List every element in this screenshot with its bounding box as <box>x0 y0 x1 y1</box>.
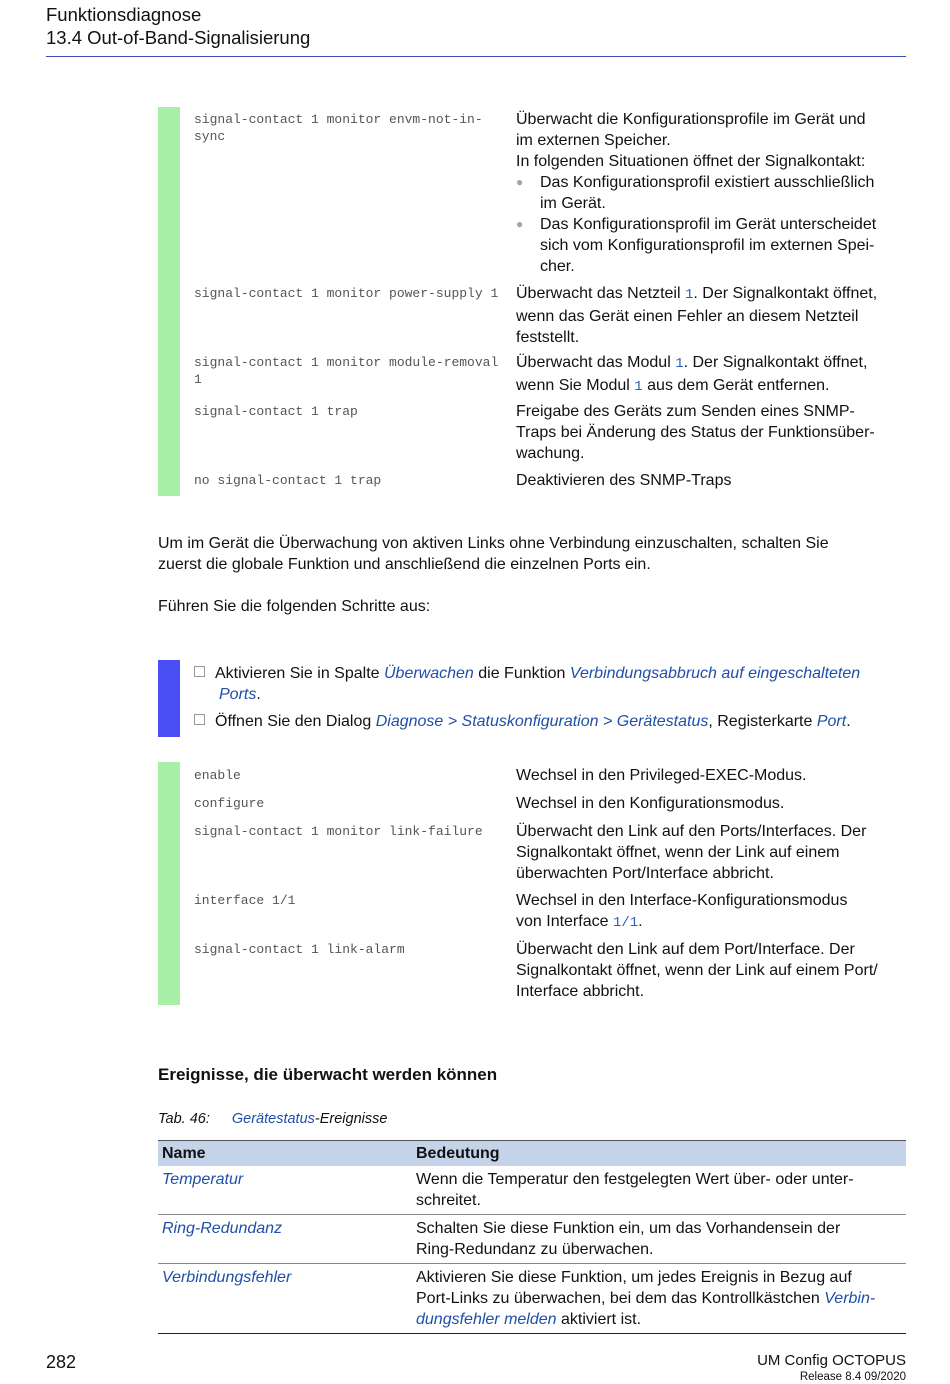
description-link-alarm: Überwacht den Link auf dem Port/Interface. Der Signalkontakt öffnet, wenn der Link auf einem Port/ Interface abbricht. <box>516 941 878 1000</box>
row-meaning: Schalten Sie diese Funktion ein, um das Vorhandensein der Ring-Redundanz zu überwachen. <box>412 1215 906 1264</box>
intro-paragraph: Um im Gerät die Überwachung von aktiven Links ohne Verbindung einzuschalten, schalten Sie zuerst die globale Funktion und anschließend die einzelnen Ports ein. <box>158 535 829 573</box>
command-link-alarm: signal-contact 1 link-alarm <box>194 942 405 957</box>
table-row <box>158 1215 906 1264</box>
verbindungsfehler-melden-link-cont[interactable]: dungsfehler melden <box>416 1311 557 1328</box>
bullet-icon: ● <box>516 175 524 189</box>
verbindungsfehler-link[interactable]: Verbindungsfehler <box>162 1269 292 1286</box>
table-caption: Tab. 46: Gerätestatus-Ereignisse <box>158 1111 388 1127</box>
ueberwachen-link[interactable]: Überwachen <box>383 665 474 682</box>
column-header-name: Name <box>158 1141 412 1167</box>
dialog-path-link[interactable]: Diagnose > Statuskonfiguration > Gerätestatus <box>375 713 709 730</box>
steps-block-marker <box>158 660 180 737</box>
step-checkbox[interactable] <box>194 714 205 725</box>
description-envm: Überwacht die Konfigurationsprofile im Gerät und im externen Speicher. In folgenden Situationen öffnet der Signalkontakt: ● Das Konfigurationsprofil existiert ausschließlich im Gerät. ● Das Konfigurationsprofil im Gerät unterscheidet sich vom Konfigurationsprofil im externen Spei- cher. <box>516 109 906 277</box>
events-table <box>158 1140 906 1334</box>
row-meaning: Aktivieren Sie diese Funktion, um jedes Ereignis in Bezug auf Port-Links zu überwachen, bei dem das Kontrollkästchen Verbin- dungsfehler melden aktiviert ist. <box>412 1264 906 1334</box>
ports-link[interactable]: Ports <box>219 686 257 703</box>
command-no-trap: no signal-contact 1 trap <box>194 473 382 488</box>
command-enable: enable <box>194 768 241 783</box>
description-power-supply: Überwacht das Netzteil 1. Der Signalkontakt öffnet, wenn das Gerät einen Fehler an diesem Netzteil feststellt. <box>516 285 878 346</box>
header-divider <box>46 56 906 57</box>
step-2: Öffnen Sie den Dialog Diagnose > Statuskonfiguration > Gerätestatus, Registerkarte Port. <box>194 711 906 732</box>
description-trap: Freigabe des Geräts zum Senden eines SNMP- Traps bei Änderung des Status der Funktionsüber- wachung. <box>516 403 875 462</box>
description-no-trap: Deaktivieren des SNMP-Traps <box>516 472 732 489</box>
page-number: 282 <box>46 1352 77 1372</box>
command-block-marker <box>158 107 180 496</box>
temperatur-link[interactable]: Temperatur <box>162 1171 244 1188</box>
command-link-failure: signal-contact 1 monitor link-failure <box>194 824 483 839</box>
command-configure: configure <box>194 796 265 811</box>
column-header-meaning: Bedeutung <box>412 1141 906 1167</box>
geraetestatus-link[interactable]: Gerätestatus <box>231 1111 315 1127</box>
step-checkbox[interactable] <box>194 666 205 677</box>
command-trap: signal-contact 1 trap <box>194 404 358 419</box>
description-module-removal: Überwacht das Modul 1. Der Signalkontakt öffnet, wenn Sie Modul 1 aus dem Gerät entfernen. <box>516 354 868 395</box>
section-heading: Ereignisse, die überwacht werden können <box>158 1065 498 1084</box>
command-interface: interface 1/1 <box>194 893 296 908</box>
description-configure: Wechsel in den Konfigurationsmodus. <box>516 795 785 812</box>
instruction-paragraph: Führen Sie die folgenden Schritte aus: <box>158 598 431 615</box>
list-item: ● Das Konfigurationsprofil existiert ausschließlich im Gerät. <box>516 174 875 212</box>
list-item: ● Das Konfigurationsprofil im Gerät unterscheidet sich vom Konfigurationsprofil im externen Spei- cher. <box>516 216 877 275</box>
description-interface: Wechsel in den Interface-Konfigurationsmodus von Interface 1/1. <box>516 892 848 931</box>
port-tab-link[interactable]: Port <box>816 713 847 730</box>
command-power-supply: signal-contact 1 monitor power-supply 1 <box>194 286 499 301</box>
step-1: Aktivieren Sie in Spalte Überwachen die Funktion Verbindungsabbruch auf eingeschalteten Ports. <box>194 663 906 705</box>
row-meaning: Wenn die Temperatur den festgelegten Wert über- oder unter- schreitet. <box>412 1166 906 1215</box>
table-header-row <box>158 1141 906 1167</box>
table-row <box>158 1166 906 1215</box>
bullet-icon: ● <box>516 217 524 231</box>
verbindungsabbruch-link[interactable]: Verbindungsabbruch auf eingeschalteten <box>569 665 861 682</box>
verbindungsfehler-melden-link[interactable]: Verbin- <box>824 1290 876 1307</box>
command-block-marker <box>158 762 180 1005</box>
command-module-removal: signal-contact 1 monitor module-removal 1 <box>194 355 499 387</box>
section-title: 13.4 Out-of-Band-Signalisierung <box>46 27 311 48</box>
description-enable: Wechsel in den Privileged-EXEC-Modus. <box>516 767 807 784</box>
description-link-failure: Überwacht den Link auf den Ports/Interfaces. Der Signalkontakt öffnet, wenn der Link auf einem überwachten Port/Interface abbricht. <box>516 823 867 882</box>
table-row <box>158 1264 906 1334</box>
release-info: Release 8.4 09/2020 <box>799 1371 906 1383</box>
command-envm: signal-contact 1 monitor envm-not-in- sync <box>194 112 483 144</box>
chapter-title: Funktionsdiagnose <box>46 4 202 25</box>
document-title: UM Config OCTOPUS <box>757 1352 906 1369</box>
ring-redundanz-link[interactable]: Ring-Redundanz <box>162 1220 283 1237</box>
